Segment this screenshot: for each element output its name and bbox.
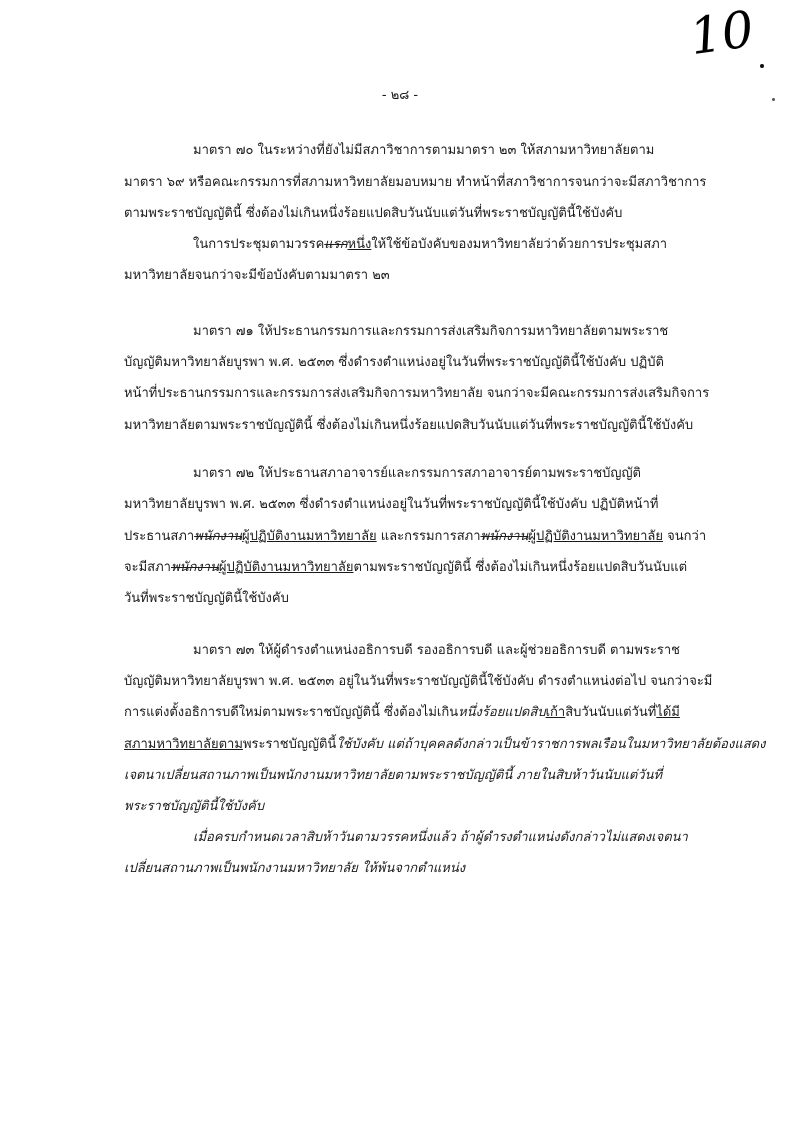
section-73-line-7: เมื่อครบกำหนดเวลาสิบห้าวันตามวรรคหนึ่งแล้ว ถ้าผู้ดำรงตำแหน่งดังกล่าวไม่แสดงเจตนา <box>193 830 688 845</box>
struck-text: พนักงาน <box>170 560 219 575</box>
section-72-line-5: วันที่พระราชบัญญัตินี้ใช้บังคับ <box>124 591 289 606</box>
section-71-line-4: มหาวิทยาลัยตามพระราชบัญญัตินี้ ซึ่งต้องไม่เกินหนึ่งร้อยแปดสิบวันนับแต่วันที่พระราชบัญญัตินี้ใช้บังคับ <box>124 418 694 433</box>
section-72-line-1: มาตรา ๗๒ ให้ประธานสภาอาจารย์และกรรมการสภาอาจารย์ตามพระราชบัญญัติ <box>193 466 641 481</box>
italic-text: ใช้บังคับ แต่ถ้าบุคคลดังกล่าวเป็นข้าราชการพลเรือนในมหาวิทยาลัยต้องแสดง <box>336 737 766 752</box>
text: ตามพระราชบัญญัตินี้ ซึ่งต้องไม่เกินหนึ่งร้อยแปดสิบวันนับแต่ <box>353 560 688 575</box>
section-73-line-2: บัญญัติมหาวิทยาลัยบูรพา พ.ศ. ๒๕๓๓ อยู่ในวันที่พระราชบัญญัตินี้ใช้บังคับ ดำรงตำแหน่งต่อไป จนกว่าจะมี <box>124 674 713 689</box>
text: จะมีสภา <box>124 560 171 575</box>
struck-text: พนักงาน <box>480 529 529 544</box>
handwritten-page-number: 10 <box>686 0 758 67</box>
text: และกรรมการสภา <box>376 529 481 544</box>
inserted-text: ได้มี <box>656 705 680 720</box>
italic-text: หนึ่งร้อยแปดสิบ <box>458 705 546 720</box>
text: จนกว่า <box>663 529 707 544</box>
section-73-line-8: เปลี่ยนสถานภาพเป็นพนักงานมหาวิทยาลัย ให้พ้นจากตำแหน่ง <box>124 861 466 876</box>
section-73-line-4 <box>124 735 765 755</box>
section-70-line-2: มาตรา ๖๙ หรือคณะกรรมการที่สภามหาวิทยาลัยมอบหมาย ทำหน้าที่สภาวิชาการจนกว่าจะมีสภาวิชาการ <box>124 175 707 190</box>
section-73-line-5: เจตนาเปลี่ยนสถานภาพเป็นพนักงานมหาวิทยาลัยตามพระราชบัญญัตินี้ ภายในสิบห้าวันนับแต่วันที่ <box>124 768 663 783</box>
text: ในการประชุมตามวรรค <box>193 237 325 252</box>
inserted-text: ผู้ปฏิบัติงานมหาวิทยาลัย <box>528 529 664 544</box>
section-70-line-5: มหาวิทยาลัยจนกว่าจะมีข้อบังคับตามมาตรา ๒๓ <box>124 268 390 283</box>
ink-dot <box>760 64 764 68</box>
page-number: - ๒๘ - <box>381 88 419 103</box>
section-70-line-4 <box>193 235 667 255</box>
section-73-line-6: พระราชบัญญัตินี้ใช้บังคับ <box>124 799 265 814</box>
section-73-line-3 <box>124 703 680 723</box>
struck-text: แรก <box>324 237 348 252</box>
section-70-line-3: ตามพระราชบัญญัตินี้ ซึ่งต้องไม่เกินหนึ่งร้อยแปดสิบวันนับแต่วันที่พระราชบัญญัตินี้ใช้บังคับ <box>124 206 623 221</box>
section-71-line-3: หน้าที่ประธานกรรมการและกรรมการส่งเสริมกิจการมหาวิทยาลัย จนกว่าจะมีคณะกรรมการส่งเสริมกิจการ <box>124 386 710 401</box>
section-73-line-1: มาตรา ๗๓ ให้ผู้ดำรงตำแหน่งอธิการบดี รองอธิการบดี และผู้ช่วยอธิการบดี ตามพระราช <box>193 643 680 658</box>
section-72-line-3 <box>124 527 706 547</box>
inserted-text: ผู้ปฏิบัติงานมหาวิทยาลัย <box>218 560 354 575</box>
section-71-line-1: มาตรา ๗๑ ให้ประธานกรรมการและกรรมการส่งเสริมกิจการมหาวิทยาลัยตามพระราช <box>193 324 669 339</box>
text: สิบวันนับแต่วันที่ <box>565 705 657 720</box>
struck-text: พนักงาน <box>194 529 243 544</box>
text: ให้ใช้ข้อบังคับของมหาวิทยาลัยว่าด้วยการประชุมสภา <box>371 237 668 252</box>
inserted-text: สภามหาวิทยาลัยตาม <box>124 737 243 752</box>
inserted-text: เก้า <box>545 705 566 720</box>
section-72-line-4 <box>124 558 687 578</box>
section-71-line-2: บัญญัติมหาวิทยาลัยบูรพา พ.ศ. ๒๕๓๓ ซึ่งดำรงตำแหน่งอยู่ในวันที่พระราชบัญญัตินี้ใช้บังคับ ปฏิบัติ <box>124 355 664 370</box>
text: พระราชบัญญัตินี้ <box>242 737 337 752</box>
inserted-text: หนึ่ง <box>347 237 372 252</box>
text: การแต่งตั้งอธิการบดีใหม่ตามพระราชบัญญัตินี้ ซึ่งต้องไม่เกิน <box>124 705 459 720</box>
section-70-line-1: มาตรา ๗๐ ในระหว่างที่ยังไม่มีสภาวิชาการตามมาตรา ๒๓ ให้สภามหาวิทยาลัยตาม <box>193 143 655 158</box>
inserted-text: ผู้ปฏิบัติงานมหาวิทยาลัย <box>242 529 377 544</box>
text: ประธานสภา <box>124 529 195 544</box>
section-72-line-2: มหาวิทยาลัยบูรพา พ.ศ. ๒๕๓๓ ซึ่งดำรงตำแหน่งอยู่ในวันที่พระราชบัญญัตินี้ใช้บังคับ ปฏิบัติหน้าที่ <box>124 497 659 512</box>
